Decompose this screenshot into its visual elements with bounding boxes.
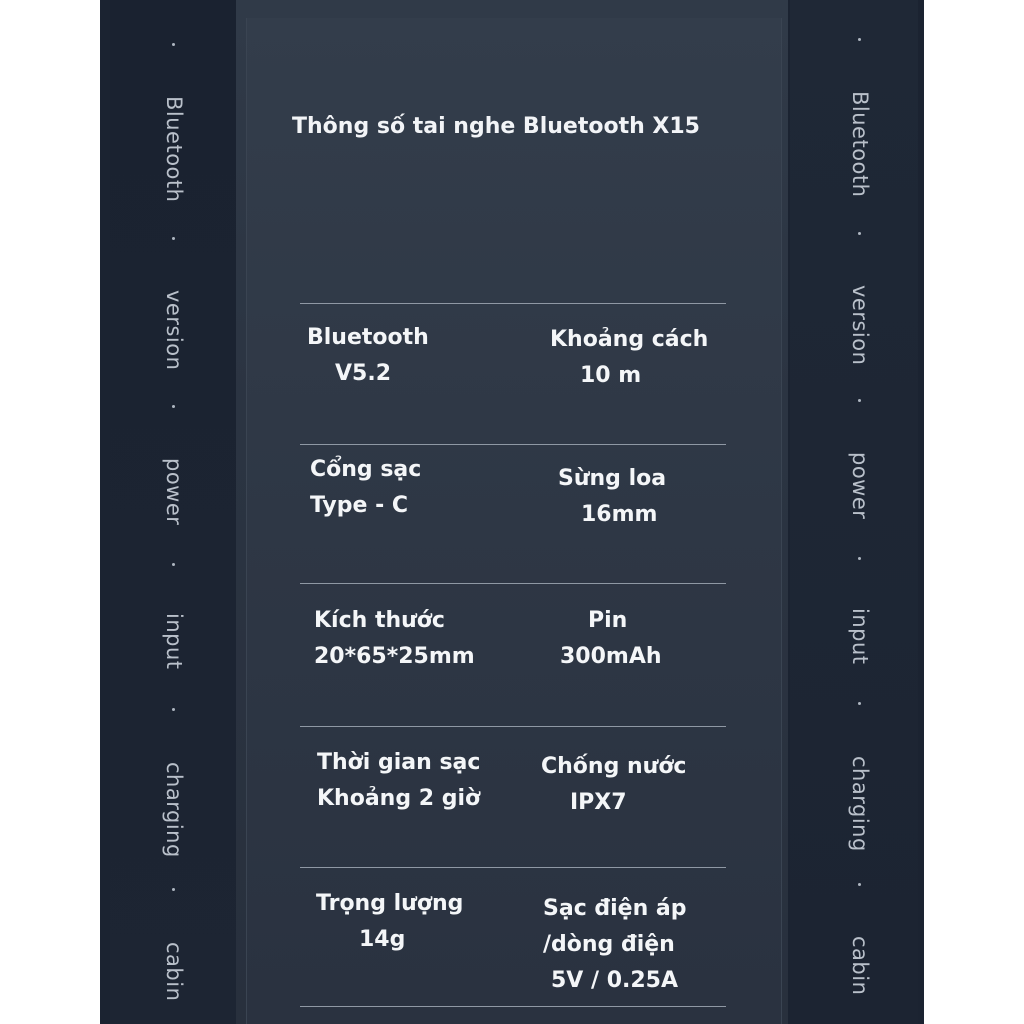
spec-dimensions — [314, 603, 475, 675]
spec-label: Cổng sạc — [310, 457, 422, 482]
side-word-charging-left: charging — [162, 762, 186, 858]
row-divider — [300, 1006, 726, 1007]
side-word-version-right: version — [848, 285, 872, 366]
separator-dot — [172, 708, 175, 711]
side-word-bluetooth-left: Bluetooth — [162, 96, 186, 203]
row-divider — [300, 303, 726, 304]
separator-dot — [858, 883, 861, 886]
spec-charging-port — [310, 452, 421, 524]
side-word-cabin-left: cabin — [162, 942, 186, 1002]
separator-dot — [858, 399, 861, 402]
spec-weight — [316, 886, 463, 958]
spec-charging-time — [317, 745, 480, 817]
side-word-cabin-right: cabin — [848, 936, 872, 996]
spec-label: Thời gian sạc — [317, 750, 481, 775]
separator-dot — [858, 557, 861, 560]
row-divider — [300, 726, 726, 727]
row-divider — [300, 583, 726, 584]
spec-value: 10 m — [580, 363, 642, 388]
spec-value: 16mm — [581, 502, 658, 527]
spec-label: Pin — [588, 608, 628, 633]
side-word-charging-right: charging — [848, 756, 872, 852]
spec-label: Bluetooth — [307, 325, 429, 350]
separator-dot — [172, 43, 175, 46]
spec-value: 300mAh — [560, 644, 662, 669]
separator-dot — [172, 405, 175, 408]
spec-value: Type - C — [310, 493, 409, 518]
separator-dot — [172, 563, 175, 566]
side-word-input-left: input — [162, 613, 186, 670]
spec-range — [550, 322, 708, 394]
separator-dot — [172, 888, 175, 891]
separator-dot — [172, 237, 175, 240]
page-title: Thông số tai nghe Bluetooth X15 — [292, 114, 700, 139]
side-word-power-right: power — [848, 452, 872, 520]
spec-bluetooth — [307, 320, 429, 392]
separator-dot — [858, 38, 861, 41]
spec-waterproof — [541, 749, 686, 821]
spec-value: 20*65*25mm — [314, 644, 475, 669]
spec-charging-voltage — [543, 891, 687, 999]
separator-dot — [858, 702, 861, 705]
spec-battery — [560, 603, 662, 675]
side-word-version-left: version — [162, 290, 186, 371]
spec-driver — [558, 461, 666, 533]
spec-value: Khoảng 2 giờ — [317, 786, 481, 811]
spec-value: 5V / 0.25A — [551, 968, 678, 993]
spec-label: Sừng loa — [558, 466, 667, 491]
row-divider — [300, 867, 726, 868]
row-divider — [300, 444, 726, 445]
separator-dot — [858, 232, 861, 235]
spec-label: Kích thước — [314, 608, 445, 633]
spec-label: Khoảng cách — [550, 327, 709, 352]
spec-value: 14g — [359, 927, 406, 952]
side-word-bluetooth-right: Bluetooth — [848, 91, 872, 198]
side-word-input-right: input — [848, 608, 872, 665]
spec-value: V5.2 — [335, 361, 391, 386]
side-word-power-left: power — [162, 458, 186, 526]
spec-value: IPX7 — [570, 790, 627, 815]
spec-label: Chống nước — [541, 754, 687, 779]
spec-label: Sạc điện áp — [543, 896, 687, 921]
spec-label: Trọng lượng — [316, 891, 464, 916]
spec-label-continued: /dòng điện — [543, 932, 675, 957]
